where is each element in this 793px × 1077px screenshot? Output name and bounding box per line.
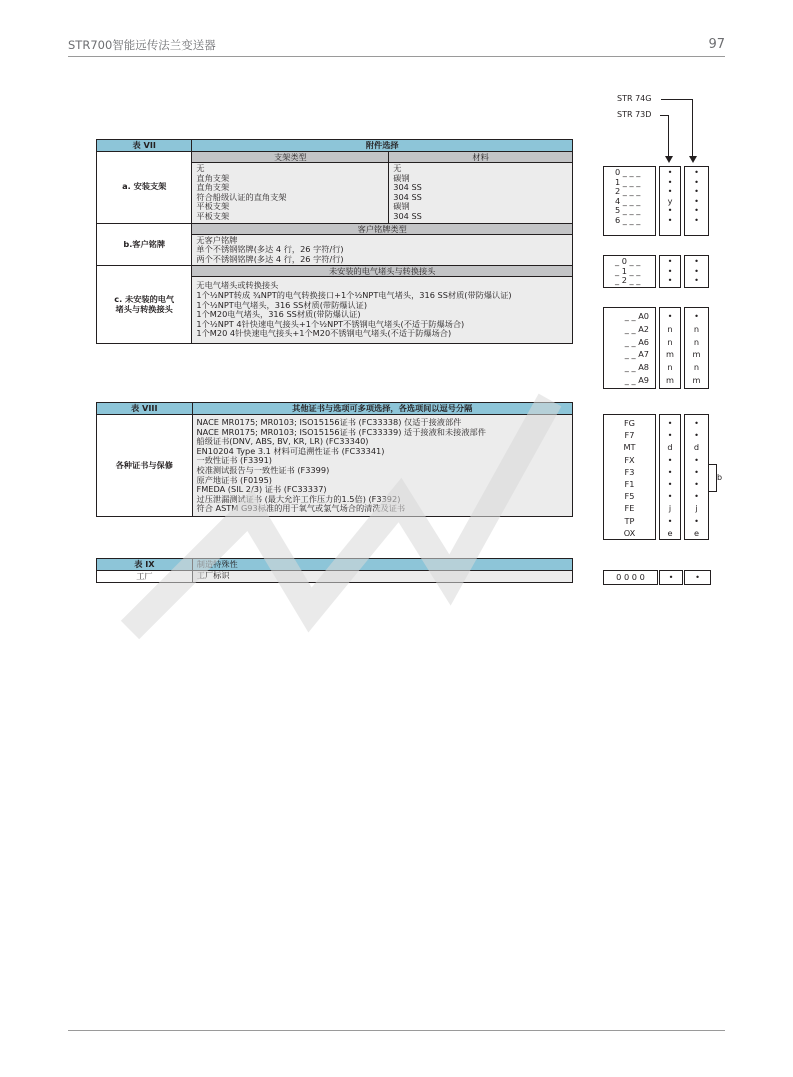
list-item: 直角支架 [196, 172, 230, 183]
header-divider [68, 56, 725, 57]
availability-mark: • [694, 275, 699, 286]
factory-label: 工厂 [97, 571, 193, 583]
availability-mark: • [694, 265, 699, 276]
table-vii-label: 表 VII [97, 140, 192, 152]
option-code: _ _ A6 [624, 336, 649, 347]
availability-mark: j [695, 503, 698, 514]
list-item: 无 [393, 163, 402, 173]
certificate-availability-str73d [684, 414, 709, 540]
list-item: 304 SS [393, 182, 422, 193]
option-code: FX [624, 454, 635, 465]
availability-mark: n [667, 323, 673, 334]
factory-availability-str74g: • [659, 570, 683, 585]
availability-mark: • [667, 256, 673, 266]
list-item: 无客户铭牌 [196, 234, 238, 245]
conduit-plug-header: 未安装的电气堵头与转换接头 [192, 266, 573, 277]
certificate-availability-str74g [659, 414, 681, 540]
factory-id: 工厂标识 [192, 571, 572, 583]
option-code: 0 _ _ _ [615, 167, 641, 177]
model-label-str74g: STR 74G [617, 94, 652, 103]
availability-mark: • [694, 479, 699, 490]
list-item: 过压泄漏测试证书 (最大允许工作压力的1.5倍) (F3392) [196, 493, 401, 504]
customer-tag-codes [603, 255, 656, 288]
availability-mark: • [667, 454, 673, 465]
list-item: 原产地证书 (F0195) [196, 474, 272, 485]
page-number: 97 [708, 37, 725, 52]
availability-mark: n [693, 336, 700, 347]
material-header: 材料 [389, 152, 573, 163]
availability-mark: • [667, 214, 673, 225]
option-code: _ _ A9 [624, 374, 649, 385]
model-wire [668, 115, 669, 157]
availability-mark: • [694, 515, 699, 526]
bracket-availability-str73d [684, 166, 709, 236]
option-code: 2 _ _ _ [615, 186, 641, 197]
availability-mark: • [667, 311, 673, 321]
option-code: 1 _ _ _ [615, 176, 641, 187]
list-item: 一致性证书 (F3391) [196, 455, 272, 466]
list-item: 单个不锈钢铭牌(多达 4 行，26 字符/行) [196, 244, 344, 255]
option-code: _ _ A2 [624, 323, 649, 334]
conduit-plug-availability-str74g [659, 307, 681, 389]
table-viii [96, 402, 573, 517]
availability-mark: • [694, 186, 699, 197]
customer-tag-availability-str74g [659, 255, 681, 288]
option-code: F3 [624, 466, 635, 477]
option-code: OX [623, 527, 636, 538]
option-code: _ _ A8 [624, 362, 649, 373]
list-item: 碳钢 [393, 172, 410, 183]
availability-mark: j [668, 503, 672, 514]
list-item: 1个½NPT 4针快速电气接头+1个½NPT不锈钢电气堵头(不适于防爆场合) [196, 318, 465, 329]
customer-tag-label: b.客户铭牌 [97, 223, 192, 266]
availability-mark: • [694, 195, 699, 206]
list-item: 平板支架 [196, 210, 230, 221]
list-item: NACE MR0175; MR0103; ISO15156证书 (FC33339) 适于接液和未接液部件 [196, 426, 486, 437]
bracket-line [709, 491, 717, 492]
list-item: 1个M20 4针快速电气接头+1个M20不锈钢电气堵头(不适于防爆场合) [196, 328, 452, 339]
availability-mark: • [667, 176, 673, 187]
availability-mark: d [667, 442, 673, 453]
availability-mark: • [667, 515, 673, 526]
availability-mark: d [693, 442, 700, 453]
option-code: 4 _ _ _ [615, 195, 641, 206]
table-ix-title: 制造特殊性 [192, 559, 572, 571]
availability-mark: • [694, 214, 699, 225]
list-item: 船级证书(DNV, ABS, BV, KR, LR) (FC33340) [196, 436, 369, 447]
availability-mark: • [694, 466, 699, 477]
list-item: 校准测试报告与一致性证书 (F3399) [196, 464, 330, 475]
availability-mark: • [694, 430, 699, 441]
availability-mark: n [667, 336, 673, 347]
model-wire [661, 99, 693, 100]
list-item: 304 SS [393, 210, 422, 221]
list-item: 无 [196, 163, 205, 173]
availability-mark: • [694, 454, 699, 465]
availability-mark: • [694, 167, 699, 177]
option-code: 6 _ _ _ [615, 214, 641, 225]
factory-availability-str73d: • [684, 570, 711, 585]
bracket-note: b [717, 473, 723, 482]
option-code: F1 [624, 479, 635, 490]
availability-mark: • [667, 491, 673, 502]
availability-mark: • [667, 418, 673, 428]
conduit-plug-codes [603, 307, 656, 389]
option-code: 5 _ _ _ [615, 205, 641, 216]
list-item: FMEDA (SIL 2/3) 证书 (FC33337) [196, 484, 327, 495]
option-code: FE [624, 503, 635, 514]
availability-mark: • [694, 176, 699, 187]
option-code: F5 [624, 491, 635, 502]
conduit-plug-availability-str73d [684, 307, 709, 389]
availability-mark: • [694, 491, 699, 502]
conduit-plug-label-line: c. 未安装的电气 [114, 294, 175, 305]
bracket-type-header: 支架类型 [192, 152, 389, 163]
availability-mark: • [667, 265, 673, 276]
list-item: 1个½NPT转成 ¾NPT的电气转换接口+1个½NPT电气堵头，316 SS材质(带防爆认证) [196, 289, 512, 300]
availability-mark: e [693, 527, 700, 538]
availability-mark: y [667, 195, 673, 206]
bracket-availability-str74g [659, 166, 681, 236]
option-code: FG [623, 418, 636, 428]
option-code: _ _ A7 [624, 349, 649, 360]
list-item: 无电气堵头或转换接头 [196, 280, 279, 291]
conduit-plug-label [97, 266, 192, 344]
availability-mark: • [667, 186, 673, 197]
bracket-materials [389, 163, 573, 224]
option-code: _ 2 _ _ [615, 275, 641, 286]
list-item: 符合船级认证的直角支架 [196, 191, 287, 202]
customer-tag-availability-str73d [684, 255, 709, 288]
certificates-label: 各种证书与保修 [97, 415, 193, 517]
list-item: 符合 ASTM G93标准的用于氧气或氯气场合的清洗及证书 [196, 503, 406, 514]
list-item: 1个M20电气堵头，316 SS材质(带防爆认证) [196, 309, 361, 320]
arrow-down-icon [689, 156, 697, 163]
option-code: _ 0 _ _ [615, 256, 641, 266]
list-item: EN10204 Type 3.1 材料可追溯性证书 (FC33341) [196, 445, 385, 456]
list-item: 1个½NPT电气堵头，316 SS材质(带防爆认证) [196, 299, 368, 310]
certificate-options [192, 415, 573, 517]
table-ix [96, 558, 573, 583]
model-wire [692, 99, 693, 157]
availability-mark: n [667, 362, 673, 373]
model-label-str73d: STR 73D [617, 110, 652, 119]
availability-mark: m [666, 374, 674, 385]
availability-mark: • [694, 311, 699, 321]
availability-mark: • [694, 418, 699, 428]
arrow-down-icon [665, 156, 673, 163]
availability-mark: n [693, 323, 700, 334]
availability-mark: • [667, 430, 673, 441]
availability-mark: • [694, 256, 699, 266]
availability-mark: m [692, 349, 701, 360]
factory-code: 0 0 0 0 [603, 570, 658, 585]
document-title: STR700智能远传法兰变送器 [68, 38, 216, 52]
availability-mark: • [667, 167, 673, 177]
list-item: NACE MR0175; MR0103; ISO15156证书 (FC33338) 仅适于接液部件 [196, 417, 462, 427]
option-code: TP [624, 515, 635, 526]
list-item: 碳钢 [393, 201, 410, 212]
certificate-codes [603, 414, 656, 540]
bracket-codes [603, 166, 656, 236]
availability-mark: m [692, 374, 701, 385]
availability-mark: n [693, 362, 700, 373]
option-code: _ _ A0 [624, 311, 649, 321]
customer-tag-options [192, 234, 573, 266]
conduit-plug-label-line: 堵头与转换接头 [115, 303, 173, 314]
availability-mark: • [667, 205, 673, 216]
mounting-bracket-label: a. 安装支架 [97, 152, 192, 224]
availability-mark: • [694, 205, 699, 216]
option-code: _ 1 _ _ [615, 265, 641, 276]
list-item: 平板支架 [196, 201, 230, 212]
customer-tag-header: 客户铭牌类型 [192, 223, 573, 234]
table-vii [96, 139, 573, 344]
availability-mark: m [666, 349, 674, 360]
option-code: F7 [624, 430, 635, 441]
availability-mark: • [667, 466, 673, 477]
availability-mark: • [667, 479, 673, 490]
conduit-plug-options [192, 277, 573, 344]
footer-divider [68, 1030, 725, 1031]
availability-mark: • [667, 275, 673, 286]
list-item: 304 SS [393, 191, 422, 202]
option-code: MT [623, 442, 636, 453]
availability-mark: e [667, 527, 673, 538]
table-ix-label: 表 IX [97, 559, 193, 571]
list-item: 直角支架 [196, 182, 230, 193]
table-viii-label: 表 VIII [97, 403, 193, 415]
list-item: 两个不锈钢铭牌(多达 4 行，26 字符/行) [196, 253, 344, 264]
table-viii-title: 其他证书与选项可多项选择，各选项间以逗号分隔 [192, 403, 573, 415]
table-vii-title: 附件选择 [192, 140, 573, 152]
bracket-types [192, 163, 389, 224]
